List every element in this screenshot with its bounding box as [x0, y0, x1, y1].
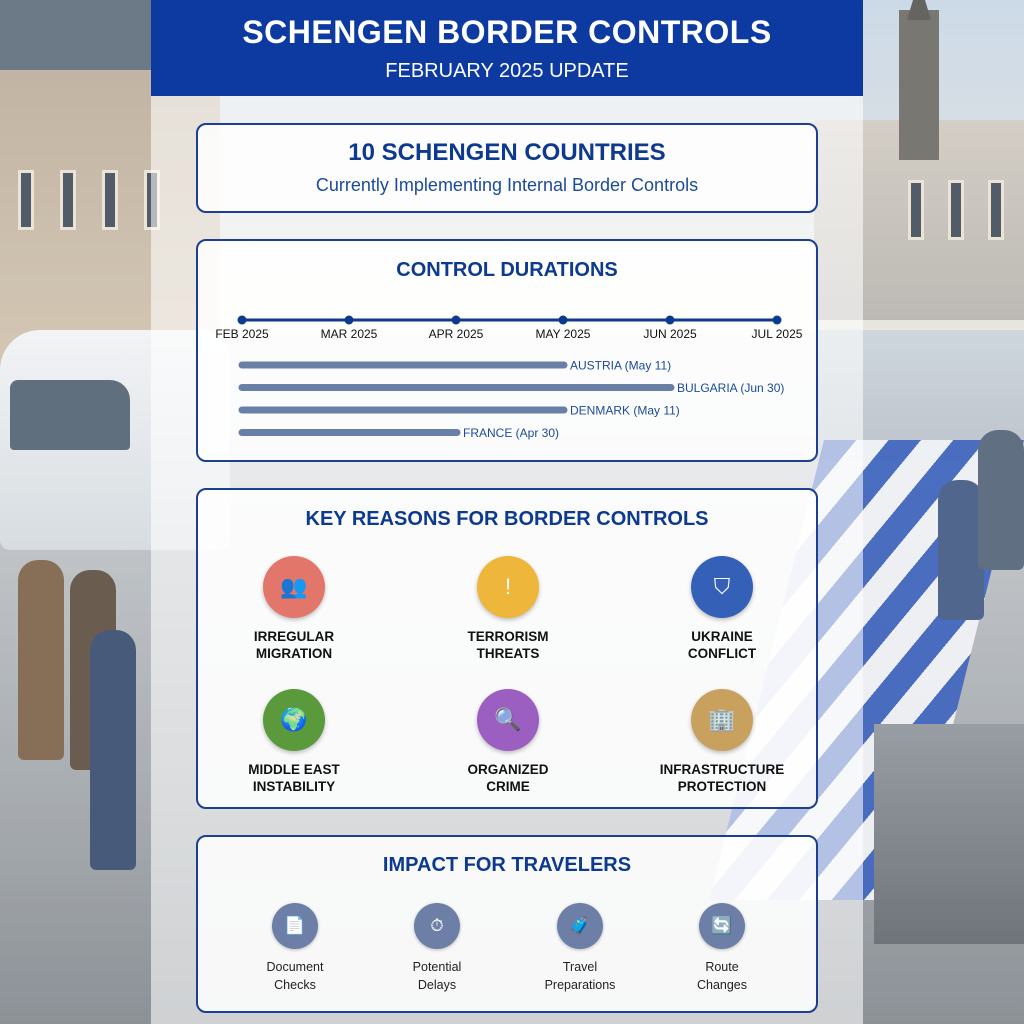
- impact-title: IMPACT FOR TRAVELERS: [382, 854, 632, 876]
- duration-bar-label: DENMARK (May 11): [570, 403, 680, 418]
- timeline-tick-dot: [773, 316, 782, 325]
- luggage-icon: 🧳: [557, 903, 603, 949]
- reason-label: MIDDLE EAST INSTABILITY: [248, 762, 340, 794]
- building-icon: 🏢: [691, 689, 753, 751]
- timeline-tick-dot: [559, 316, 568, 325]
- reason-label: ORGANIZED CRIME: [467, 762, 549, 794]
- timeline-month-label: MAR 2025: [320, 327, 378, 341]
- impact-label: Route Changes: [696, 960, 748, 992]
- impact-item: [662, 903, 782, 994]
- traveler-impact-card: [196, 835, 818, 1013]
- impact-label: Document Checks: [266, 960, 324, 992]
- timeline-tick-dot: [452, 316, 461, 325]
- reasons-title: KEY REASONS FOR BORDER CONTROLS: [305, 508, 709, 530]
- duration-bar-label: FRANCE (Apr 30): [463, 426, 560, 440]
- page-title: SCHENGEN BORDER CONTROLS: [242, 14, 772, 50]
- timeline-month-label: MAY 2025: [535, 327, 591, 341]
- reason-item: [632, 689, 812, 795]
- people-icon: 👥: [263, 556, 325, 618]
- infographic-column: [151, 0, 863, 1024]
- reason-label: INFRASTRUCTURE PROTECTION: [659, 762, 785, 794]
- impact-label: Travel Preparations: [544, 960, 616, 992]
- reason-label: TERRORISM THREATS: [467, 629, 549, 661]
- reason-item: [204, 689, 384, 795]
- header-banner: [151, 0, 863, 96]
- key-reasons-card: [196, 488, 818, 809]
- duration-timeline: [198, 241, 820, 464]
- impact-item: [377, 903, 497, 994]
- duration-bar-label: AUSTRIA (May 11): [570, 358, 672, 373]
- impact-label: Potential Delays: [412, 960, 462, 992]
- reason-label: IRREGULAR MIGRATION: [253, 629, 335, 661]
- duration-bar-label: BULGARIA (Jun 30): [677, 381, 785, 395]
- reason-item: [418, 556, 598, 662]
- timeline-tick-dot: [666, 316, 675, 325]
- timeline-month-label: JUN 2025: [643, 327, 697, 341]
- magnifier-icon: 🔍: [477, 689, 539, 751]
- page-subtitle: FEBRUARY 2025 UPDATE: [385, 60, 629, 82]
- timeline-tick-dot: [238, 316, 247, 325]
- timeline-month-label: APR 2025: [428, 327, 484, 341]
- shield-icon: ⛉: [691, 556, 753, 618]
- impact-item: [235, 903, 355, 994]
- timeline-tick-dot: [345, 316, 354, 325]
- reason-label: UKRAINE CONFLICT: [687, 629, 757, 661]
- impact-item: [520, 903, 640, 994]
- reason-item: [418, 689, 598, 795]
- timeline-month-label: JUL 2025: [751, 327, 803, 341]
- durations-title: CONTROL DURATIONS: [396, 259, 618, 281]
- globe-icon: 🌍: [263, 689, 325, 751]
- stopwatch-icon: ⏱: [414, 903, 460, 949]
- countries-summary-card: [196, 123, 818, 213]
- countries-headline: 10 SCHENGEN COUNTRIES: [348, 139, 666, 166]
- countries-subline: Currently Implementing Internal Border Controls: [315, 175, 699, 195]
- timeline-month-label: FEB 2025: [215, 327, 269, 341]
- reason-item: [204, 556, 384, 662]
- control-durations-card: [196, 239, 818, 462]
- refresh-icon: 🔄: [699, 903, 745, 949]
- warning-icon: !: [477, 556, 539, 618]
- document-icon: 📄: [272, 903, 318, 949]
- reason-item: [632, 556, 812, 662]
